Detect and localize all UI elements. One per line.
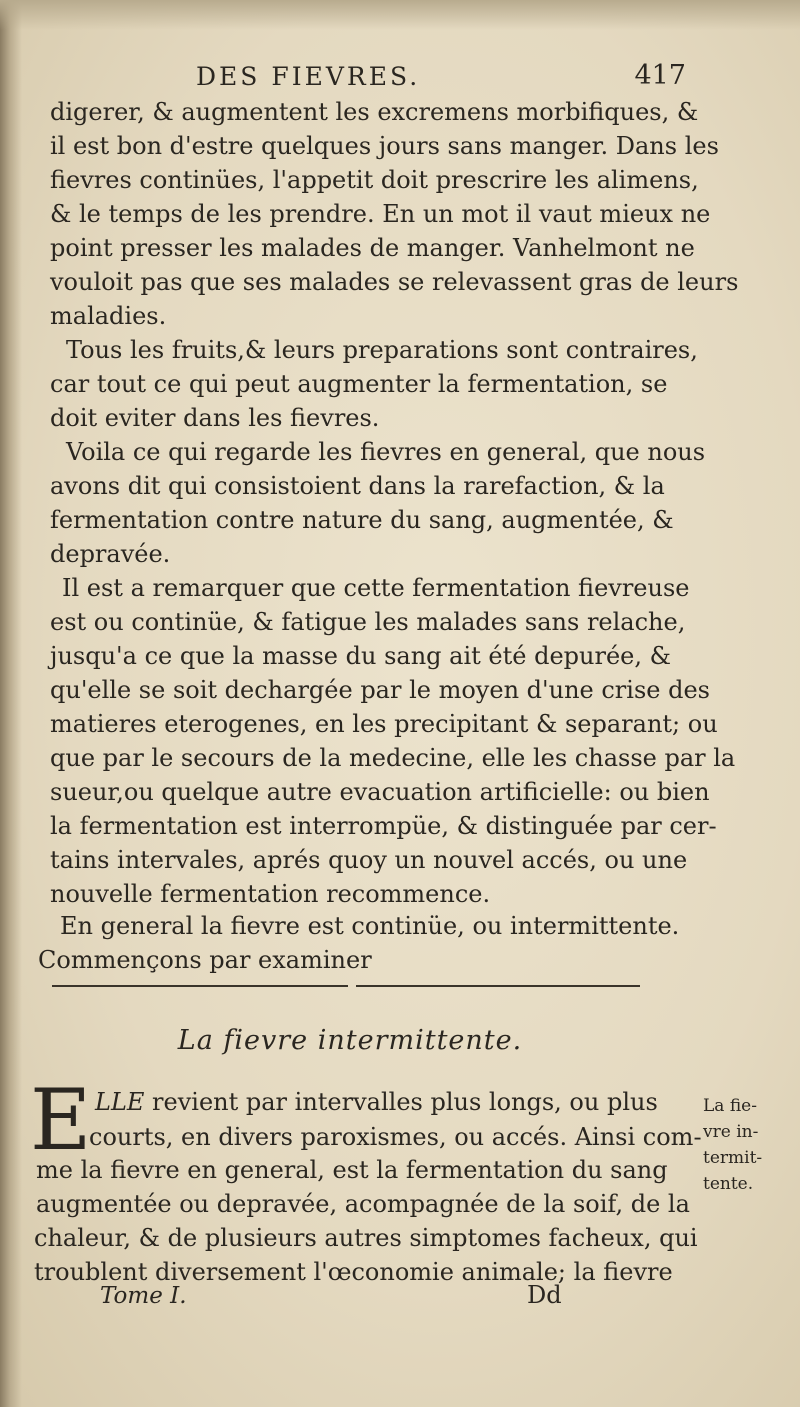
body-line: En general la fievre est continüe, ou intermittente. [60,912,680,940]
body-line: & le temps de les prendre. En un mot il vaut mieux ne [50,200,711,228]
top-edge-shadow [0,0,800,30]
body-line: avons dit qui consistoient dans la rarefaction, & la [50,472,665,500]
body-line: Voila ce qui regarde les fievres en general, que nous [66,438,706,466]
section-title: La fievre intermittente. [177,1025,523,1056]
body-line: maladies. [50,302,167,330]
page-header [196,58,690,98]
body-line: vouloit pas que ses malades se relevassent gras de leurs [50,268,739,296]
body-line: depravée. [50,540,171,568]
margin-note-line: vre in- [703,1122,759,1142]
body-line: car tout ce qui peut augmenter la fermentation, se [50,370,668,398]
page-number: 417 [634,60,686,91]
spine-shadow [0,0,22,1407]
body-line: Tous les fruits,& leurs preparations sont contraires, [66,336,698,364]
body-line: qu'elle se soit dechargée par le moyen d'une crise des [50,676,710,704]
section-line: me la fievre en general, est la fermentation du sang [36,1156,668,1184]
body-line: matieres eterogenes, en les precipitant & separant; ou [50,710,718,738]
body-line: Commençons par examiner [38,946,372,974]
body-line: jusqu'a ce que la masse du sang ait été depurée, & [50,642,671,670]
running-head: DES FIEVRES. [196,62,421,91]
margin-note [703,1093,793,1197]
body-line: tains intervales, aprés quoy un nouvel accés, ou une [50,846,688,874]
intro-line-1-rest: revient par intervalles plus longs, ou plus [144,1088,658,1116]
intro-line-2: courts, en divers paroxismes, ou accés. Ainsi com- [89,1123,702,1151]
signature-mark: Dd [527,1281,562,1309]
section-line: chaleur, & de plusieurs autres simptomes facheux, qui [34,1224,698,1252]
body-line: digerer, & augmentent les excremens morbifiques, & [50,98,699,126]
body-line: est ou continüe, & fatigue les malades sans relache, [50,608,686,636]
section-line: troublent diversement l'œconomie animale; la fievre [34,1258,673,1286]
section-line: augmentée ou depravée, acompagnée de la soif, de la [36,1190,690,1218]
intro-smallcaps: LLE [95,1088,145,1116]
body-line: sueur,ou quelque autre evacuation artificielle: ou bien [50,778,710,806]
body-line: doit eviter dans les fievres. [50,404,380,432]
intro-line-1 [95,1085,658,1119]
body-line: point presser les malades de manger. Vanhelmont ne [50,234,695,262]
volume-footer: Tome I. [100,1283,187,1309]
margin-note-line: tente. [703,1174,754,1194]
body-line: Il est a remarquer que cette fermentation fievreuse [62,574,690,602]
section-divider-left [52,985,348,987]
body-line: fievres continües, l'appetit doit prescrire les alimens, [50,166,699,194]
margin-note-line: La fie- [703,1096,757,1116]
drop-cap: E [30,1071,92,1169]
body-line: la fermentation est interrompüe, & distinguée par cer- [50,812,717,840]
body-line: nouvelle fermentation recommence. [50,880,491,908]
margin-note-line: termit- [703,1148,763,1168]
body-line: fermentation contre nature du sang, augmentée, & [50,506,674,534]
body-line: que par le secours de la medecine, elle les chasse par la [50,744,736,772]
body-line: il est bon d'estre quelques jours sans manger. Dans les [50,132,719,160]
section-divider-right [356,985,640,987]
